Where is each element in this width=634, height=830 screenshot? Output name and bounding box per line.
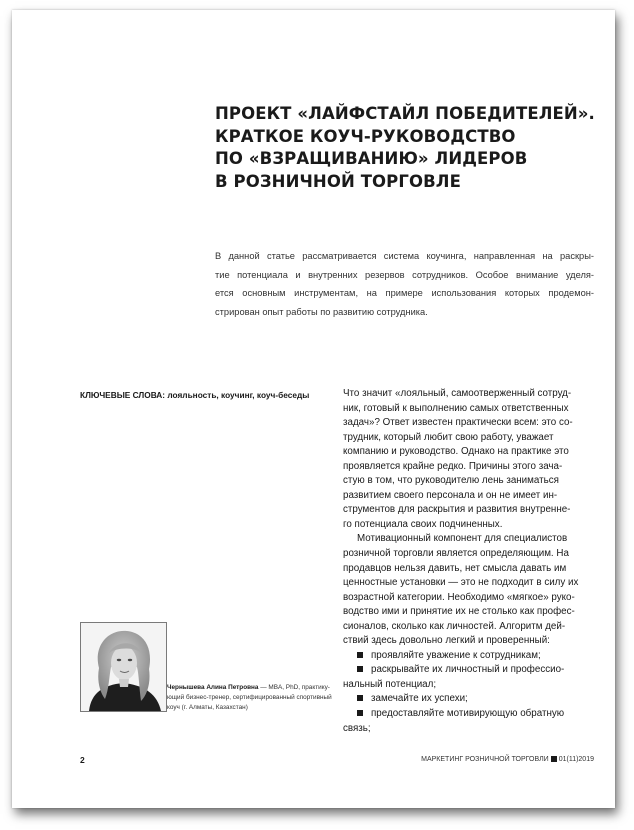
body-line: стую в том, что руководителю лень заниматься <box>343 475 559 487</box>
bullet-square-icon <box>357 695 363 701</box>
body-line: ник, готовый к выполнению самых ответственных <box>343 402 569 414</box>
body-line: розничной торговли является определяющим. На <box>343 548 569 560</box>
abstract-line: тие потенциала и внутренних резервов сотрудников. Особое внимание уделя- <box>215 269 594 280</box>
article-abstract <box>215 247 594 321</box>
bullet-item: предоставляйте мотивирующую обратную <box>343 707 595 722</box>
body-line: сионалов, сколько как личностей. Алгоритм дей- <box>343 620 566 632</box>
abstract-line: стрирован опыт работы по развитию сотрудника. <box>215 306 428 317</box>
page-number: 2 <box>80 755 85 765</box>
author-portrait-icon <box>81 623 166 711</box>
author-photo <box>80 622 167 712</box>
body-line: струментов для раскрытия и развития внутренне- <box>343 504 571 516</box>
body-line: компанию и руководство. Однако на практике это <box>343 446 569 458</box>
body-line: возрастной категории. Необходимо «мягкое» руко- <box>343 591 575 603</box>
abstract-line: В данной статье рассматривается система коучинга, направленная на раскры- <box>215 251 594 261</box>
body-line: развитием своего персонала и он не имеет ин- <box>343 489 558 501</box>
bullet-square-icon <box>357 710 363 716</box>
body-text <box>343 387 595 736</box>
bullet-square-icon <box>357 666 363 672</box>
body-line: ценностные установки — это не подходит в силу их <box>343 577 579 589</box>
issue-number: 01(11)2019 <box>558 756 594 763</box>
body-line: Мотивационный компонент для специалистов <box>357 533 568 545</box>
abstract-line: ется основным инструментам, на примере использования которых продемон- <box>215 288 594 298</box>
author-name: Чернышева Алина Петровна <box>167 684 259 691</box>
article-title <box>215 103 595 193</box>
body-line: водство ими и принятие их не столько как профес- <box>343 606 575 618</box>
keywords: КЛЮЧЕВЫЕ СЛОВА: лояльность, коучинг, коуч-беседы <box>80 390 310 400</box>
separator-square-icon <box>551 756 557 762</box>
author-line: ющий бизнес-тренер, сертифицированный спортивный <box>167 694 332 701</box>
journal-page <box>12 10 615 808</box>
bullet-square-icon <box>357 652 363 658</box>
body-line: го потенциала своих подчиненных. <box>343 518 503 530</box>
body-line: продавцов нельзя давить, нет смысла давать им <box>343 562 567 574</box>
body-line: Что значит «лояльный, самоотверженный сотруд- <box>343 388 572 399</box>
author-line: коуч (г. Алматы, Казахстан) <box>167 704 248 711</box>
body-line: проявляется крайне редко. Причины этого зача- <box>343 460 563 472</box>
body-line: трудник, который любит свою работу, уважает <box>343 431 554 443</box>
journal-name: МАРКЕТИНГ РОЗНИЧНОЙ ТОРГОВЛИ <box>421 756 549 763</box>
bullet-item: раскрывайте их личностный и профессио- <box>343 663 595 678</box>
bullet-item: замечайте их успехи; <box>343 692 595 707</box>
bullet-item-cont: связь; <box>343 722 371 734</box>
bullet-item-cont: нальный потенциал; <box>343 678 437 690</box>
title-line: КРАТКОЕ КОУЧ-РУКОВОДСТВО <box>215 126 516 146</box>
running-footer <box>421 756 594 763</box>
author-info <box>167 683 337 713</box>
body-line: задач»? Ответ известен практически всем: это со- <box>343 417 573 429</box>
bullet-item: проявляйте уважение к сотрудникам; <box>343 649 595 664</box>
title-line: ПРОЕКТ «ЛАЙФСТАЙЛ ПОБЕДИТЕЛЕЙ». <box>215 104 595 123</box>
author-line: Чернышева Алина Петровна — MBA, PhD, практику- <box>167 684 330 691</box>
title-line: ПО «ВЗРАЩИВАНИЮ» ЛИДЕРОВ <box>215 149 528 168</box>
title-line: В РОЗНИЧНОЙ ТОРГОВЛЕ <box>215 171 461 191</box>
body-line: ствий здесь довольно легкий и проверенный: <box>343 635 550 647</box>
